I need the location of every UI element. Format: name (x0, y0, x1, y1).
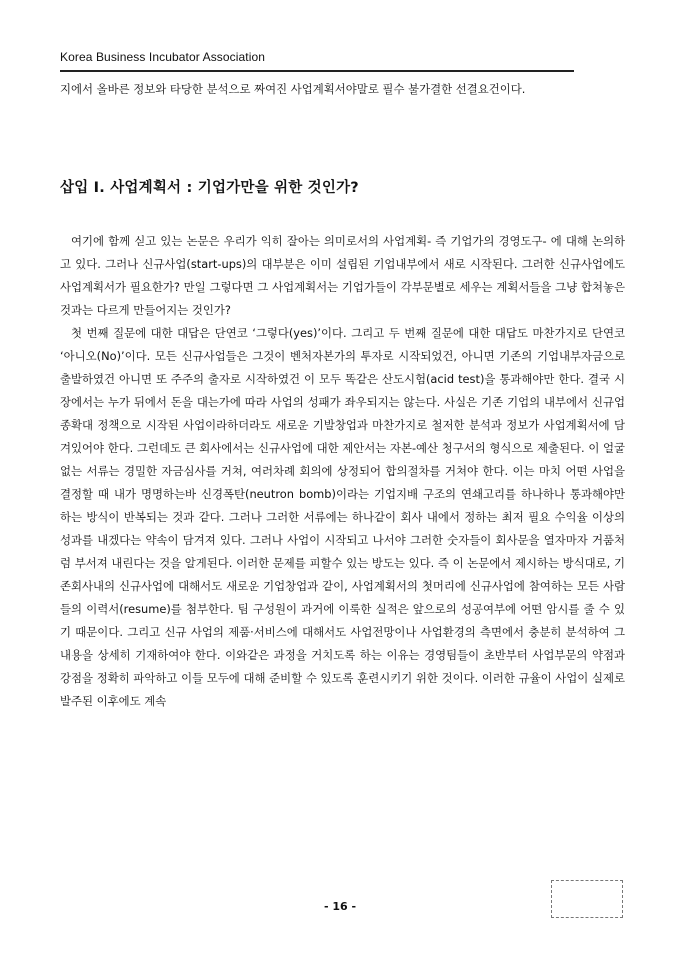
body-paragraph-1: 여기에 함께 싣고 있는 논문은 우리가 익히 잘아는 의미로서의 사업계획- 즉 기업가의 경영도구- 에 대해 논의하고 있다. 그러나 신규사업(start-ups)의 대부분은 이미 설립된 기업내부에서 새로 시작된다. 그러한 신규사업에도 사업계획서가 필요한가? 만일 그렇다면 그 사업계획서는 기업가들이 각부문별로 세우는 계획서들을 그냥 합쳐놓은 것과는 다르게 만들어지는 것인가? (60, 234, 625, 317)
running-header: Korea Business Incubator Association (60, 50, 266, 64)
section-body (60, 230, 625, 713)
intro-paragraph-text: 지에서 올바른 정보와 타당한 분석으로 짜여진 사업계획서야말로 필수 불가결한 선결요건이다. (60, 82, 526, 96)
intro-paragraph (60, 78, 625, 101)
header-rule (60, 70, 574, 72)
page-number: - 16 - (323, 900, 357, 913)
body-paragraph-2: 첫 번째 질문에 대한 대답은 단연코 ‘그렇다(yes)’이다. 그리고 두 번째 질문에 대한 대답도 마찬가지로 단연코 ‘아니오(No)’이다. 모든 신규사업들은 그것이 벤처자본가의 투자로 시작되었건, 아니면 기존의 기업내부자금으로 출발하였건 아니면 또 주주의 출자로 시작하였건 이 모두 똑같은 산도시험(acid test)을 통과해야만 한다. 결국 시장에서는 누가 뒤에서 돈을 대는가에 따라 사업의 성패가 좌우되지는 않는다. 사실은 기존 기업의 내부에서 신규업종확대 정책으로 시작된 사업이라하더라도 새로운 기발창업과 마찬가지로 철저한 분석과 정보가 사업계획서에 담겨있어야 한다. 그런데도 큰 회사에서는 신규사업에 대한 제안서는 자본-예산 청구서의 형식으로 제출된다. 이 얼굴없는 서류는 경밀한 자금심사를 거쳐, 여러차례 회의에 상정되어 합의절차를 거쳐야 한다. 이는 마치 어떤 사업을 결정할 때 내가 명명하는바 신경폭탄(neutron bomb)이라는 기업지배 구조의 연쇄고리를 하나하나 통과해야만 하는 방식이 반복되는 것과 같다. 그러나 그러한 서류에는 하나같이 회사 내에서 정하는 최저 필요 수익율 이상의 성과를 내겠다는 약속이 담겨져 있다. 그러나 사업이 시작되고 나서야 그러한 숫자들이 회사문을 열자마자 거품처럼 부서져 내린다는 것을 알게된다. 이러한 문제를 피할수 있는 방도는 있다. 즉 이 논문에서 제시하는 방식대로, 기존회사내의 신규사업에 대해서도 새로운 기업창업과 같이, 사업계획서의 첫머리에 신규사업에 참여하는 모든 사람들의 이력서(resume)를 첨부한다. 팀 구성원이 과거에 이룩한 실적은 앞으로의 성공여부에 어떤 암시를 줄 수 있기 때문이다. 그리고 신규 사업의 제품·서비스에 대해서도 사업전망이나 사업환경의 측면에서 충분히 분석하여 그 내용을 상세히 기재하여야 한다. 이와같은 과정을 거치도록 하는 이유는 경영팀들이 초반부터 사업부문의 약점과 강점을 정확히 파악하고 이들 모두에 대해 준비할 수 있도록 훈련시키기 위한 것이다. 이러한 규율이 사업이 실제로 발주된 이후에도 계속 (60, 326, 625, 708)
section-title: 삽입 I. 사업계획서 : 기업가만을 위한 것인가? (60, 180, 359, 196)
